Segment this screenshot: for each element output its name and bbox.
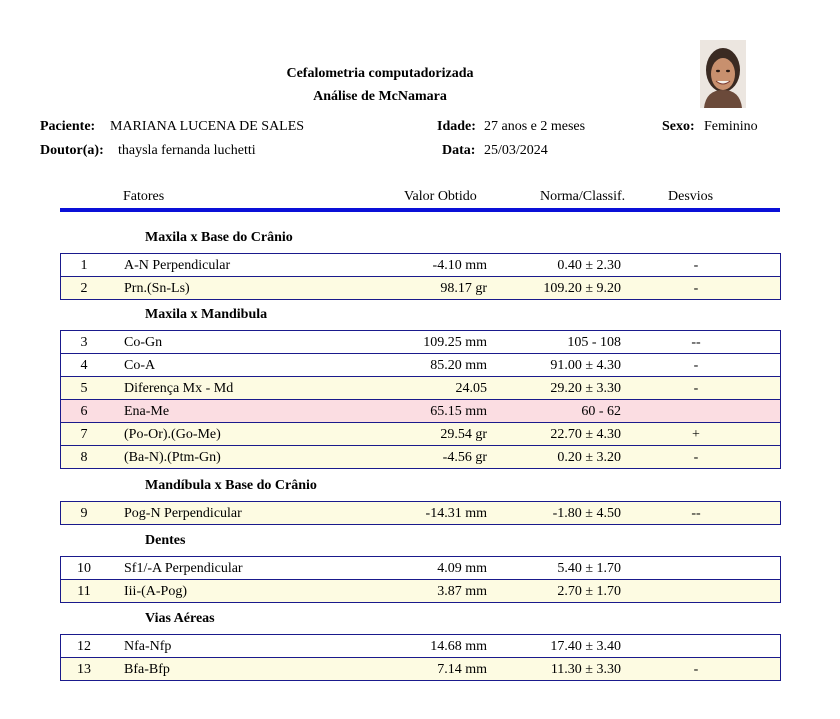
row-number: 12 bbox=[77, 639, 91, 654]
date-value: 25/03/2024 bbox=[484, 143, 548, 158]
row-number: 11 bbox=[77, 584, 91, 599]
row-number: 4 bbox=[80, 358, 88, 373]
row-number: 1 bbox=[80, 258, 88, 273]
row-deviation: - bbox=[693, 450, 699, 465]
row-factor: (Po-Or).(Go-Me) bbox=[124, 427, 221, 442]
row-deviation: - bbox=[693, 662, 699, 677]
table-row bbox=[61, 422, 780, 445]
row-deviation: - bbox=[693, 381, 699, 396]
row-value: 29.54 gr bbox=[440, 427, 487, 442]
table-row bbox=[61, 557, 780, 579]
section-table bbox=[60, 501, 781, 525]
row-number: 8 bbox=[80, 450, 88, 465]
section-table bbox=[60, 634, 781, 681]
section-title: Maxila x Base do Crânio bbox=[145, 230, 293, 245]
row-number: 13 bbox=[77, 662, 91, 677]
row-deviation: - bbox=[693, 258, 699, 273]
table-row bbox=[61, 579, 780, 602]
row-value: 98.17 gr bbox=[440, 281, 487, 296]
row-norm: 2.70 ± 1.70 bbox=[557, 584, 621, 599]
row-deviation: -- bbox=[691, 506, 701, 521]
table-row bbox=[61, 276, 780, 299]
row-value: -4.10 mm bbox=[432, 258, 487, 273]
table-row bbox=[61, 445, 780, 468]
doctor-name: thaysla fernanda luchetti bbox=[118, 143, 256, 158]
row-number: 5 bbox=[80, 381, 88, 396]
report-subtitle: Análise de McNamara bbox=[313, 89, 447, 104]
row-norm: 60 - 62 bbox=[581, 404, 621, 419]
row-number: 7 bbox=[80, 427, 88, 442]
header-rule bbox=[60, 208, 780, 212]
section-table bbox=[60, 330, 781, 469]
table-row bbox=[61, 502, 780, 524]
row-value: -4.56 gr bbox=[442, 450, 487, 465]
row-value: 85.20 mm bbox=[430, 358, 487, 373]
sex-value: Feminino bbox=[704, 119, 758, 134]
row-number: 6 bbox=[80, 404, 88, 419]
row-deviation: - bbox=[693, 281, 699, 296]
row-factor: Bfa-Bfp bbox=[124, 662, 170, 677]
row-factor: Pog-N Perpendicular bbox=[124, 506, 242, 521]
row-number: 3 bbox=[80, 335, 88, 350]
section-title: Mandíbula x Base do Crânio bbox=[145, 478, 317, 493]
row-norm: 29.20 ± 3.30 bbox=[550, 381, 621, 396]
patient-photo bbox=[700, 40, 746, 108]
row-norm: -1.80 ± 4.50 bbox=[552, 506, 621, 521]
table-row bbox=[61, 353, 780, 376]
row-factor: Sf1/-A Perpendicular bbox=[124, 561, 243, 576]
section-title: Vias Aéreas bbox=[145, 611, 215, 626]
row-factor: Prn.(Sn-Ls) bbox=[124, 281, 190, 296]
col-header-factors: Fatores bbox=[123, 189, 165, 204]
row-deviation: + bbox=[692, 427, 700, 442]
sex-label: Sexo: bbox=[662, 119, 695, 134]
row-value: 3.87 mm bbox=[437, 584, 487, 599]
age-value: 27 anos e 2 meses bbox=[484, 119, 586, 134]
row-deviation: -- bbox=[691, 335, 701, 350]
row-factor: A-N Perpendicular bbox=[124, 258, 231, 273]
row-factor: Diferença Mx - Md bbox=[124, 381, 234, 396]
row-value: 4.09 mm bbox=[437, 561, 487, 576]
col-header-norm: Norma/Classif. bbox=[540, 189, 626, 204]
row-factor: Iii-(A-Pog) bbox=[124, 584, 187, 599]
row-norm: 91.00 ± 4.30 bbox=[550, 358, 621, 373]
row-number: 10 bbox=[77, 561, 91, 576]
section-table bbox=[60, 556, 781, 603]
row-number: 2 bbox=[80, 281, 88, 296]
row-number: 9 bbox=[80, 506, 88, 521]
section-title: Dentes bbox=[145, 533, 186, 548]
row-value: -14.31 mm bbox=[425, 506, 487, 521]
col-header-deviation: Desvios bbox=[668, 189, 714, 204]
date-label: Data: bbox=[442, 143, 476, 158]
row-factor: Co-Gn bbox=[124, 335, 163, 350]
section-title: Maxila x Mandibula bbox=[145, 307, 268, 322]
table-row bbox=[61, 254, 780, 276]
row-deviation: - bbox=[693, 358, 699, 373]
row-norm: 109.20 ± 9.20 bbox=[543, 281, 621, 296]
row-value: 7.14 mm bbox=[437, 662, 487, 677]
row-norm: 105 - 108 bbox=[567, 335, 621, 350]
table-row bbox=[61, 635, 780, 657]
row-norm: 17.40 ± 3.40 bbox=[550, 639, 621, 654]
col-header-value: Valor Obtido bbox=[404, 189, 477, 204]
row-factor: Co-A bbox=[124, 358, 156, 373]
row-factor: Nfa-Nfp bbox=[124, 639, 172, 654]
row-value: 14.68 mm bbox=[430, 639, 487, 654]
report-title: Cefalometria computadorizada bbox=[286, 66, 474, 81]
row-value: 109.25 mm bbox=[423, 335, 487, 350]
row-norm: 5.40 ± 1.70 bbox=[557, 561, 621, 576]
row-norm: 0.20 ± 3.20 bbox=[557, 450, 621, 465]
row-value: 24.05 bbox=[455, 381, 487, 396]
patient-label: Paciente: bbox=[40, 119, 96, 134]
row-factor: Ena-Me bbox=[124, 404, 170, 419]
patient-name: MARIANA LUCENA DE SALES bbox=[110, 119, 305, 134]
row-norm: 0.40 ± 2.30 bbox=[557, 258, 621, 273]
row-factor: (Ba-N).(Ptm-Gn) bbox=[124, 450, 221, 465]
section-table bbox=[60, 253, 781, 300]
doctor-label: Doutor(a): bbox=[40, 143, 104, 158]
age-label: Idade: bbox=[437, 119, 476, 134]
row-value: 65.15 mm bbox=[430, 404, 487, 419]
row-norm: 11.30 ± 3.30 bbox=[550, 662, 621, 677]
table-row bbox=[61, 657, 780, 680]
table-row bbox=[61, 399, 780, 422]
table-row bbox=[61, 376, 780, 399]
row-norm: 22.70 ± 4.30 bbox=[550, 427, 621, 442]
table-row bbox=[61, 331, 780, 353]
